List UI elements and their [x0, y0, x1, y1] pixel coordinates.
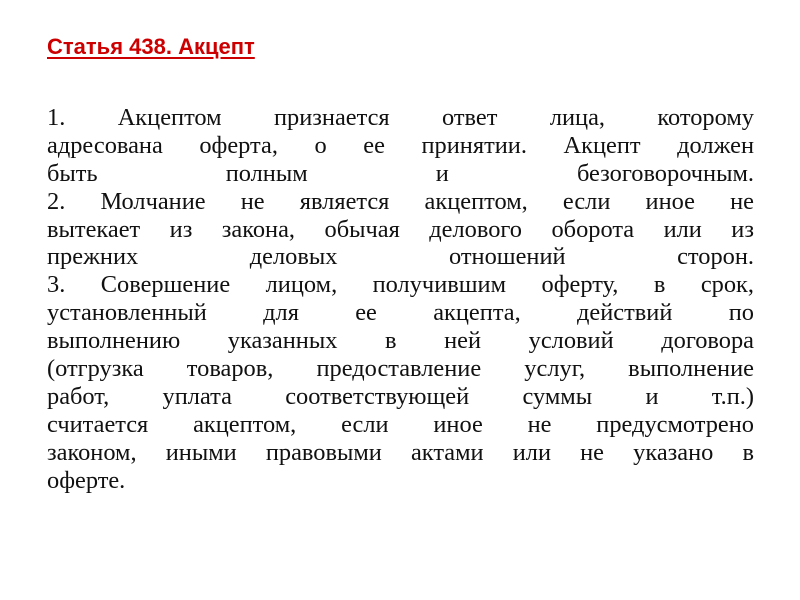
body-line: вытекает из закона, обычая делового оборота или из	[47, 215, 754, 243]
body-line: 2. Молчание не является акцептом, если иное не	[47, 187, 754, 215]
body-line: адресована оферта, о ее принятии. Акцепт должен	[47, 131, 754, 159]
body-line: выполнению указанных в ней условий договора	[47, 327, 754, 355]
article-body	[47, 104, 754, 494]
body-line: (отгрузка товаров, предоставление услуг, выполнение	[47, 355, 754, 383]
body-line: быть полным и безоговорочным.	[47, 159, 754, 187]
body-line: 3. Совершение лицом, получившим оферту, в срок,	[47, 271, 754, 299]
body-line: 1. Акцептом признается ответ лица, которому	[47, 104, 754, 131]
body-line: прежних деловых отношений сторон.	[47, 243, 754, 271]
body-line: оферте.	[47, 466, 126, 494]
body-line: законом, иными правовыми актами или не указано в	[47, 438, 754, 466]
body-line: считается акцептом, если иное не предусмотрено	[47, 410, 754, 438]
body-line: работ, уплата соответствующей суммы и т.п.)	[47, 382, 754, 410]
article-title: Статья 438. Акцепт	[47, 34, 255, 59]
body-line: установленный для ее акцепта, действий по	[47, 299, 754, 327]
